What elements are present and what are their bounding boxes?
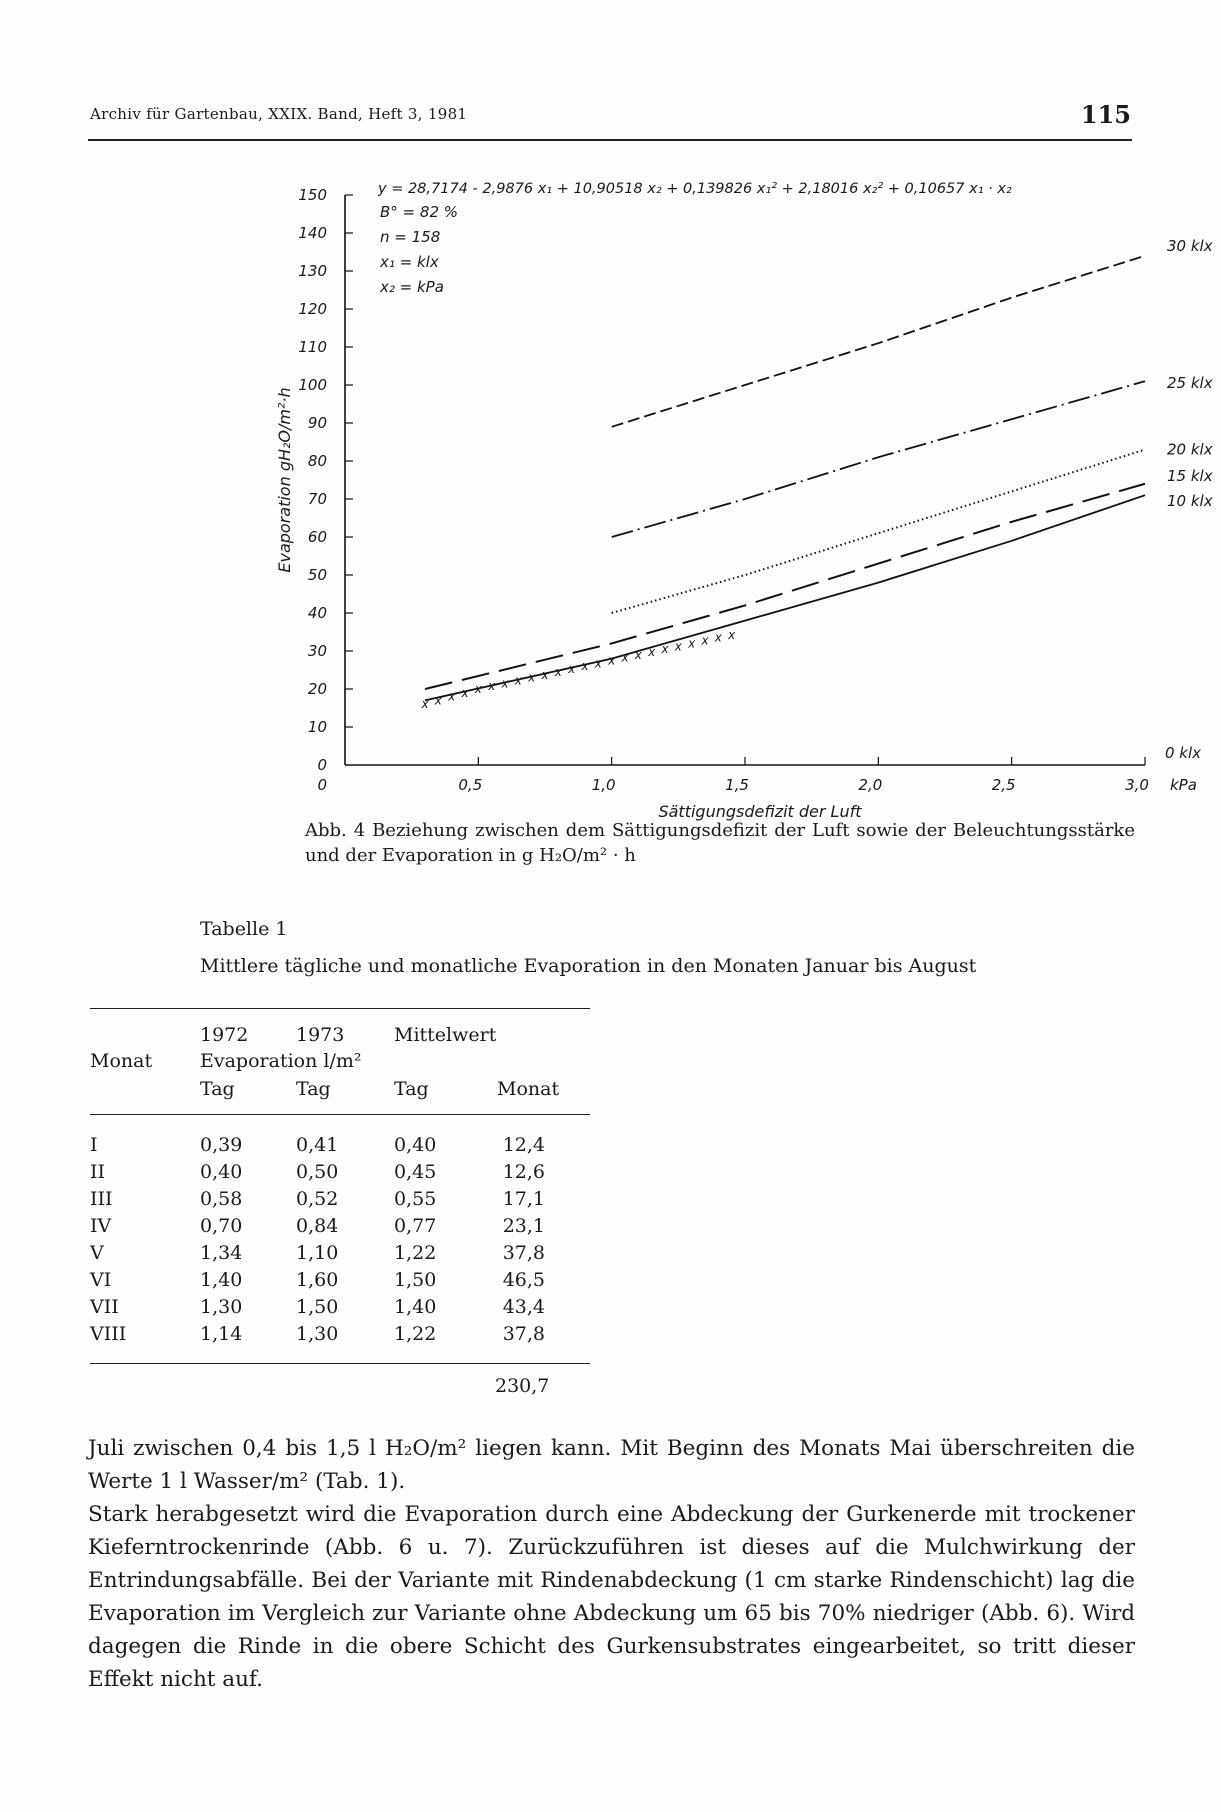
table-cell-1972: 0,40 <box>200 1161 243 1183</box>
table-cell-1973: 1,10 <box>296 1242 339 1264</box>
table-total: 230,7 <box>495 1375 550 1397</box>
table-title: Mittlere tägliche und monatliche Evaporation in den Monaten Januar bis August <box>200 955 977 977</box>
table-cell-month: II <box>90 1161 106 1183</box>
header-monat-col: Monat <box>497 1078 560 1100</box>
table-cell-mittel-monat: 46,5 <box>502 1269 545 1291</box>
y-tick-label: 130 <box>298 262 327 280</box>
x-tick-label: 0,5 <box>458 776 483 794</box>
series-0klx-point: x <box>661 642 669 657</box>
table-cell-mittel-tag: 1,40 <box>394 1296 437 1318</box>
series-line-15klx <box>425 484 1145 689</box>
table-cell-month: VII <box>90 1296 119 1318</box>
evaporation-chart <box>250 160 1213 821</box>
header-monat: Monat <box>90 1050 153 1072</box>
table-cell-1973: 0,50 <box>296 1161 339 1183</box>
y-tick-label: 40 <box>307 604 327 622</box>
table-cell-mittel-monat: 12,6 <box>502 1161 545 1183</box>
figure-caption: Abb. 4 Beziehung zwischen dem Sättigungsdefizit der Luft sowie der Beleuchtungsstärke und der Evaporation in g H₂O/m² · h <box>305 820 1135 866</box>
page-number: 115 <box>1080 100 1131 129</box>
x-tick-label: 1,5 <box>725 776 749 794</box>
y-tick-label: 70 <box>307 490 327 508</box>
series-line-30klx <box>612 256 1145 427</box>
series-0klx-point: x <box>528 670 536 685</box>
equation-annotation: x₂ = kPa <box>380 278 444 296</box>
header-year-1972: 1972 <box>200 1024 249 1046</box>
y-tick-label: 140 <box>298 224 327 242</box>
table-cell-month: IV <box>90 1215 112 1237</box>
header-year-1973: 1973 <box>296 1024 345 1046</box>
y-tick-label: 110 <box>298 338 327 356</box>
y-tick-label: 50 <box>307 566 327 584</box>
table-cell-1973: 0,52 <box>296 1188 339 1210</box>
series-0klx-point: x <box>541 667 549 682</box>
header-tag: Tag <box>296 1078 331 1100</box>
series-label: 20 klx <box>1167 440 1213 459</box>
table-cell-1972: 1,34 <box>200 1242 243 1264</box>
table-cell-1973: 0,41 <box>296 1134 339 1156</box>
table-cell-month: I <box>90 1134 98 1156</box>
series-0klx-point: x <box>488 679 496 694</box>
table-cell-month: VIII <box>90 1323 127 1345</box>
series-0klx-point: x <box>701 633 709 648</box>
x-tick-label: 3,0 <box>1125 776 1149 794</box>
header-tag: Tag <box>200 1078 235 1100</box>
table-cell-month: V <box>90 1242 104 1264</box>
x-tick-label: 2,0 <box>858 776 883 794</box>
series-0klx-point: x <box>461 685 469 700</box>
table-cell-mittel-tag: 0,55 <box>394 1188 437 1210</box>
series-0klx-point: x <box>688 636 696 651</box>
series-label: 15 klx <box>1167 466 1213 485</box>
series-0klx-point: x <box>648 644 656 659</box>
series-line-25klx <box>612 381 1145 537</box>
series-label: 30 klx <box>1167 236 1213 255</box>
series-0klx-point: x <box>728 627 736 642</box>
series-0klx-point: x <box>581 659 589 674</box>
series-0klx-point: x <box>594 656 602 671</box>
equation-annotation: n = 158 <box>380 228 441 246</box>
table-cell-mittel-monat: 43,4 <box>502 1296 545 1318</box>
table-cell-1973: 1,50 <box>296 1296 339 1318</box>
y-tick-label: 30 <box>307 642 327 660</box>
y-tick-label: 90 <box>307 414 327 432</box>
table-cell-1972: 1,40 <box>200 1269 243 1291</box>
series-0klx-point: x <box>448 689 456 704</box>
header-mittelwert: Mittelwert <box>394 1024 497 1046</box>
series-0klx-point: x <box>674 639 682 654</box>
y-tick-label: 0 <box>317 756 327 774</box>
x-axis-label: Sättigungsdefizit der Luft <box>658 802 862 821</box>
table-header-rule <box>90 1114 590 1115</box>
table-top-rule <box>90 1008 590 1009</box>
series-label: 25 klx <box>1167 374 1213 393</box>
table-cell-mittel-tag: 0,45 <box>394 1161 437 1183</box>
series-0klx-point: x <box>621 650 629 665</box>
running-header: Archiv für Gartenbau, XXIX. Band, Heft 3, 1981 <box>90 105 468 123</box>
table-cell-month: VI <box>90 1269 112 1291</box>
header-tag: Tag <box>394 1078 429 1100</box>
table-cell-1972: 0,70 <box>200 1215 243 1237</box>
table-cell-1973: 0,84 <box>296 1215 339 1237</box>
x-tick-label: 2,5 <box>991 776 1016 794</box>
series-0klx-point: x <box>608 653 616 668</box>
table-cell-mittel-monat: 12,4 <box>502 1134 545 1156</box>
series-0klx-point: x <box>634 647 642 662</box>
table-cell-mittel-tag: 1,22 <box>394 1242 437 1264</box>
series-label: 10 klx <box>1167 492 1213 511</box>
series-0klx-point: x <box>501 676 509 691</box>
y-tick-label: 150 <box>298 186 327 204</box>
equation-annotation: x₁ = klx <box>380 253 439 271</box>
table-cell-mittel-monat: 37,8 <box>502 1323 545 1345</box>
table-cell-mittel-tag: 1,50 <box>394 1269 437 1291</box>
table-cell-mittel-tag: 0,77 <box>394 1215 437 1237</box>
series-0klx-point: x <box>514 673 522 688</box>
x-tick-label: 1,0 <box>591 776 616 794</box>
table-label: Tabelle 1 <box>200 918 288 940</box>
table-cell-1972: 0,39 <box>200 1134 243 1156</box>
y-tick-label: 10 <box>307 718 327 736</box>
equation-annotation: B° = 82 % <box>380 203 459 221</box>
body-text <box>88 1432 1135 1696</box>
series-0klx-point: x <box>434 693 442 708</box>
y-tick-label: 80 <box>307 452 327 470</box>
table-cell-1973: 1,30 <box>296 1323 339 1345</box>
series-0klx-point: x <box>474 682 482 696</box>
series-0klx-point: x <box>714 630 722 645</box>
body-paragraph-2: Stark herabgesetzt wird die Evaporation durch eine Abdeckung der Gurkenerde mit trockener Kieferntrockenrinde (Abb. 6 u. 7). Zurückzuführen ist dieses auf die Mulchwirkung der Entrindungsabfälle. Bei der Variante mit Rindenabdeckung (1 cm starke Rindenschicht) lag die Evaporation im Vergleich zur Variante ohne Abdeckung um 65 bis 70% niedriger (Abb. 6). Wird dagegen die Rinde in die obere Schicht des Gurkensubstrates eingearbeitet, so tritt dieser Effekt nicht auf. <box>88 1502 1135 1692</box>
header-rule <box>88 139 1132 141</box>
series-label: 0 klx <box>1165 744 1202 762</box>
table-cell-month: III <box>90 1188 113 1210</box>
header-evaporation-unit: Evaporation l/m² <box>200 1050 362 1072</box>
table-cell-mittel-tag: 1,22 <box>394 1323 437 1345</box>
equation-annotation: y = 28,7174 - 2,9876 x₁ + 10,90518 x₂ + 0,139826 x₁² + 2,18016 x₂² + 0,10657 x₁ · x₂ <box>378 181 1012 197</box>
series-0klx-point: x <box>554 664 562 679</box>
series-line-20klx <box>612 450 1145 613</box>
table-cell-1972: 0,58 <box>200 1188 243 1210</box>
table-bottom-rule <box>90 1363 590 1364</box>
y-tick-label: 100 <box>298 376 327 394</box>
table-cell-mittel-monat: 23,1 <box>502 1215 545 1237</box>
y-tick-label: 20 <box>307 680 327 698</box>
table-cell-mittel-tag: 0,40 <box>394 1134 437 1156</box>
y-tick-label: 60 <box>307 528 327 546</box>
series-0klx-point: x <box>421 697 429 712</box>
y-tick-label: 120 <box>298 300 327 318</box>
table-cell-mittel-monat: 37,8 <box>502 1242 545 1264</box>
y-axis-label: Evaporation gH₂O/m²·h <box>275 387 294 573</box>
body-paragraph-1: Juli zwischen 0,4 bis 1,5 l H₂O/m² liegen kann. Mit Beginn des Monats Mai überschreiten die Werte 1 l Wasser/m² (Tab. 1). <box>88 1436 1135 1494</box>
series-0klx-point: x <box>568 662 576 677</box>
table-cell-mittel-monat: 17,1 <box>502 1188 545 1210</box>
table-cell-1972: 1,14 <box>200 1323 243 1345</box>
table-cell-1973: 1,60 <box>296 1269 339 1291</box>
table-cell-1972: 1,30 <box>200 1296 243 1318</box>
x-tick-label: 0 <box>317 776 327 794</box>
x-unit-label: kPa <box>1170 776 1197 794</box>
